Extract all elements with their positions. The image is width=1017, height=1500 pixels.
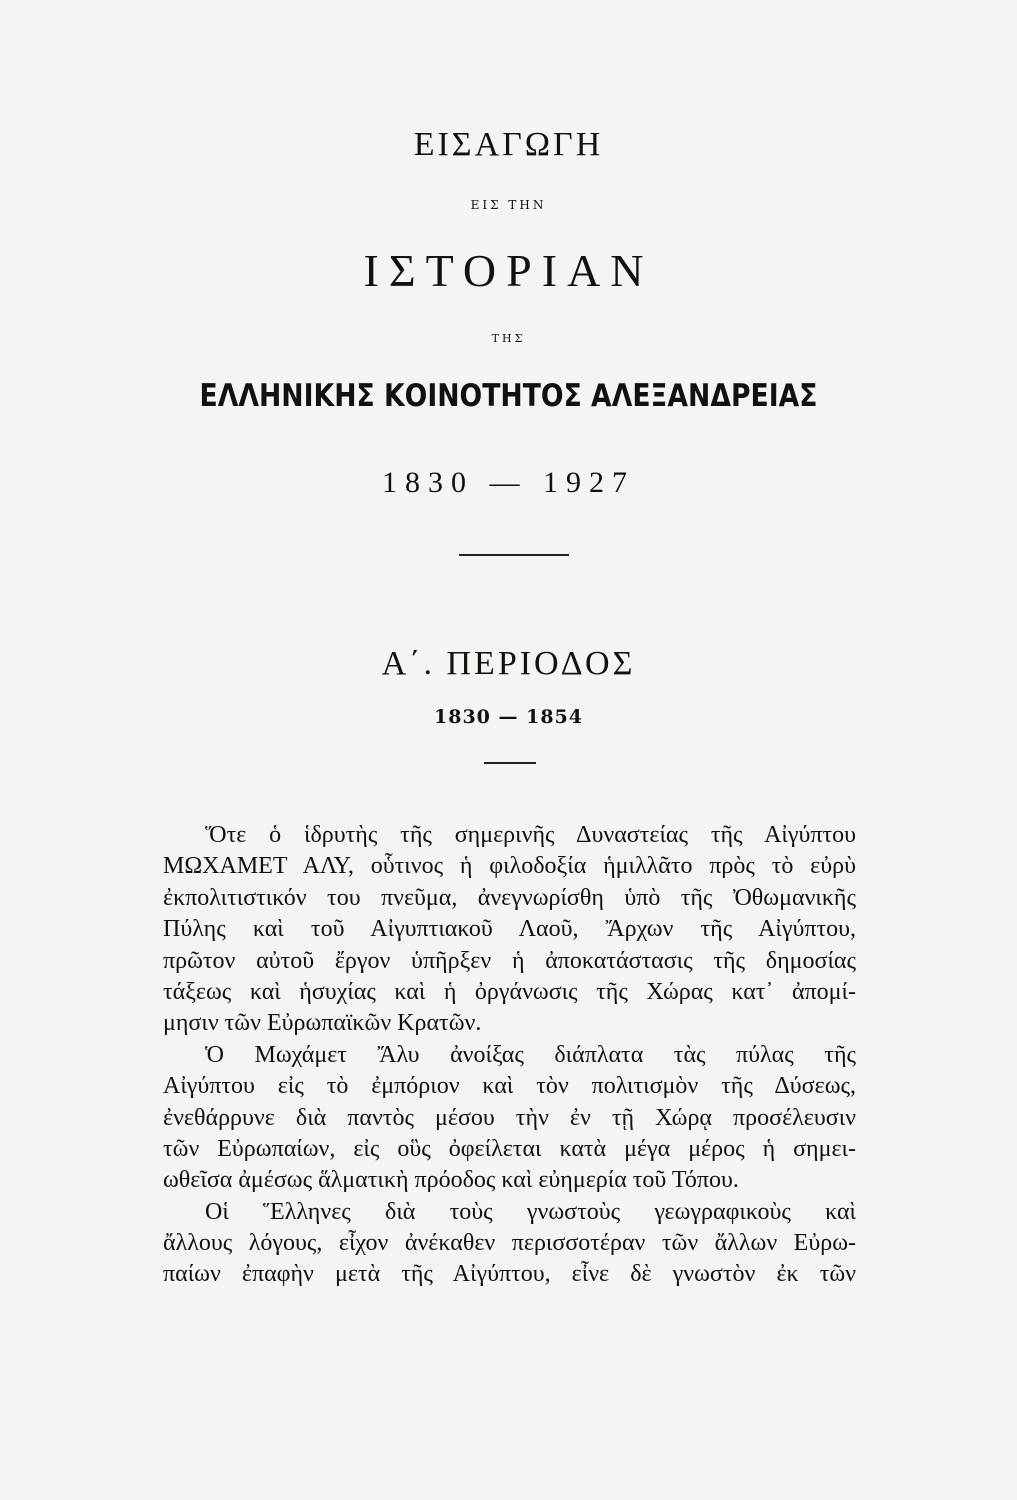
- community-title: ΕΛΛΗΝΙΚΗΣ ΚΟΙΝΟΤΗΤΟΣ ΑΛΕΞΑΝΔΡΕΙΑΣ: [199, 378, 818, 414]
- text-line: ἐνεθάρρυνε διὰ παντὸς μέσου τὴν ἐν τῇ Χώρᾳ προσέλευσιν: [163, 1104, 856, 1131]
- text-line: τάξεως καὶ ἡσυχίας καὶ ἡ ὀργάνωσις τῆς Χώρας κατ᾽ ἀπομί-: [163, 978, 856, 1005]
- introduction-title: ΕΙΣΑΓΩΓΗ: [413, 126, 604, 163]
- text-line: πρῶτον αὐτοῦ ἔργον ὑπῆρξεν ἡ ἀποκατάστασις τῆς δημοσίας: [163, 947, 856, 974]
- text-line: ΜΩΧΑΜΕΤ ΑΛΥ, οὗτινος ἡ φιλοδοξία ἡμιλλᾶτο πρὸς τὸ εὐρὺ: [163, 853, 856, 880]
- text-line: μησιν τῶν Εὐρωπαϊκῶν Κρατῶν.: [163, 1010, 482, 1037]
- text-line: Πύλης καὶ τοῦ Αἰγυπτιακοῦ Λαοῦ, Ἄρχων τῆς Αἰγύπτου,: [163, 916, 856, 943]
- text-line: ἄλλους λόγους, εἶχον ἀνέκαθεν περισσοτέραν τῶν ἄλλων Εὐρω-: [163, 1230, 856, 1257]
- article-line: ΤΗΣ: [491, 332, 526, 345]
- text-line: Ὅτε ὁ ἱδρυτὴς τῆς σημερινῆς Δυναστείας τῆς Αἰγύπτου: [205, 822, 856, 848]
- text-line: ἐκπολιτιστικόν του πνεῦμα, ἀνεγνωρίσθη ὑπὸ τῆς Ὀθωμανικῆς: [163, 884, 856, 911]
- text-line: Οἱ Ἕλληνες διὰ τοὺς γνωστοὺς γεωγραφικοὺς καὶ: [205, 1198, 856, 1225]
- period-years: 1830 — 1854: [434, 706, 583, 728]
- history-title: ΙΣΤΟΡΙΑΝ: [363, 245, 654, 296]
- text-line: Αἰγύπτου εἰς τὸ ἐμπόριον καὶ τὸν πολιτισμὸν τῆς Δύσεως,: [163, 1073, 856, 1100]
- divider-rule: [459, 554, 569, 556]
- body-text: [163, 820, 856, 1291]
- text-line: τῶν Εὐρωπαίων, εἰς οὓς ὀφείλεται κατὰ μέγα μέρος ἡ σημει-: [163, 1135, 856, 1162]
- text-line: παίων ἐπαφὴν μετὰ τῆς Αἰγύπτου, εἶνε δὲ γνωστὸν ἐκ τῶν: [163, 1261, 856, 1288]
- overall-years: 1830 — 1927: [382, 466, 635, 499]
- text-line: Ὁ Μωχάμετ Ἄλυ ἀνοίξας διάπλατα τὰς πύλας τῆς: [205, 1041, 856, 1068]
- period-heading: Α΄. ΠΕΡΙΟΔΟΣ: [381, 645, 636, 682]
- short-divider-rule: [484, 762, 536, 764]
- text-line: ωθεῖσα ἀμέσως ἅλματικὴ πρόοδος καὶ εὐημερία τοῦ Τόπου.: [163, 1167, 739, 1194]
- preposition-line: ΕΙΣ ΤΗΝ: [470, 198, 547, 212]
